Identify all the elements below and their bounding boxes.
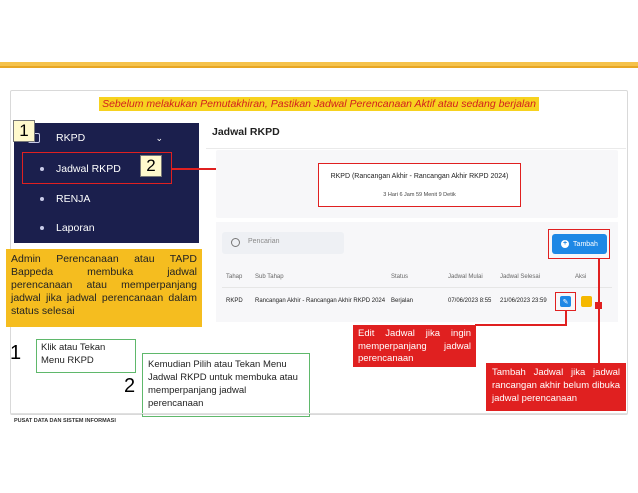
page-title: Jadwal RKPD — [212, 126, 280, 138]
banner — [0, 98, 638, 110]
column-header: Status — [391, 274, 409, 280]
step-2-note: Kemudian Pilih atau Tekan Menu Jadwal RKPD untuk membuka atau memperpanjang jadwal perencanaan — [142, 353, 310, 417]
warning-icon[interactable] — [581, 296, 592, 307]
sidebar-item-rkpd[interactable] — [14, 123, 199, 153]
bullet-icon — [40, 197, 44, 201]
footer-label: PUSAT DATA DAN SISTEM INFORMASI — [14, 418, 116, 424]
search-input[interactable] — [222, 232, 344, 254]
connector-line — [475, 324, 567, 326]
sidebar-item-renja[interactable] — [14, 184, 199, 214]
sidebar-item-label: RKPD — [56, 132, 86, 144]
footer-divider — [10, 413, 628, 414]
column-header: Tahap — [226, 274, 243, 280]
step-2-badge: 2 — [140, 155, 162, 177]
schedule-title: RKPD (Rancangan Akhir - Rancangan Akhir RKPD 2024) — [330, 173, 509, 180]
step-2-number: 2 — [124, 375, 136, 397]
add-button-label: Tambah — [573, 240, 598, 248]
cell-sub-tahap: Rancangan Akhir - Rancangan Akhir RKPD 2024 — [255, 298, 386, 304]
step-1-badge: 1 — [13, 120, 35, 142]
banner-text: Sebelum melakukan Pemutakhiran, Pastikan Jadwal Perencanaan Aktif atau sedang berjalan — [99, 97, 539, 111]
cell-jadwal-selesai: 21/06/2023 23:59 — [500, 298, 547, 304]
bullet-icon — [40, 226, 44, 230]
edit-callout: Edit Jadwal jika ingin memperpanjang jadwal perencanaan — [353, 325, 476, 367]
sidebar-item-label: Laporan — [56, 222, 95, 234]
active-schedule-box — [318, 163, 521, 207]
connector-line — [565, 311, 567, 325]
cell-jadwal-mulai: 07/06/2023 8:55 — [448, 298, 492, 304]
column-header: Jadwal Selesai — [500, 274, 541, 280]
plus-icon: + — [563, 240, 568, 247]
admin-note: Admin Perencanaan atau TAPD Bappeda membuka jadwal perencanaan atau memperpanjang jadwal jika jadwal perencanaan dalam status selesai — [6, 249, 202, 327]
chevron-down-icon: ⌄ — [155, 132, 163, 143]
sidebar-item-laporan[interactable] — [14, 213, 199, 243]
step-1-note: Klik atau Tekan Menu RKPD — [36, 339, 136, 373]
column-header: Jadwal Mulai — [448, 274, 483, 280]
top-stripe-accent — [0, 66, 638, 68]
connector-line — [598, 259, 600, 363]
step-1-number: 1 — [10, 342, 22, 364]
search-placeholder: Pencarian — [248, 238, 280, 245]
add-schedule-button[interactable] — [552, 234, 607, 254]
add-callout: Tambah Jadwal jika jadwal rancangan akhir belum dibuka jadwal perencanaan — [486, 363, 626, 411]
sidebar-item-label: RENJA — [56, 193, 91, 205]
edit-icon[interactable]: ✎ — [560, 296, 571, 307]
cell-tahap: RKPD — [226, 298, 243, 304]
cell-status: Berjalan — [391, 298, 414, 304]
table-divider — [222, 287, 612, 288]
connector-marker — [595, 302, 602, 309]
sidebar-item-label: Jadwal RKPD — [56, 163, 121, 175]
schedule-countdown: 3 Hari 6 Jam 59 Menit 9 Detik — [383, 192, 456, 198]
column-header: Sub Tahap — [255, 274, 284, 280]
search-icon — [231, 238, 240, 247]
column-header: Aksi — [575, 274, 587, 280]
